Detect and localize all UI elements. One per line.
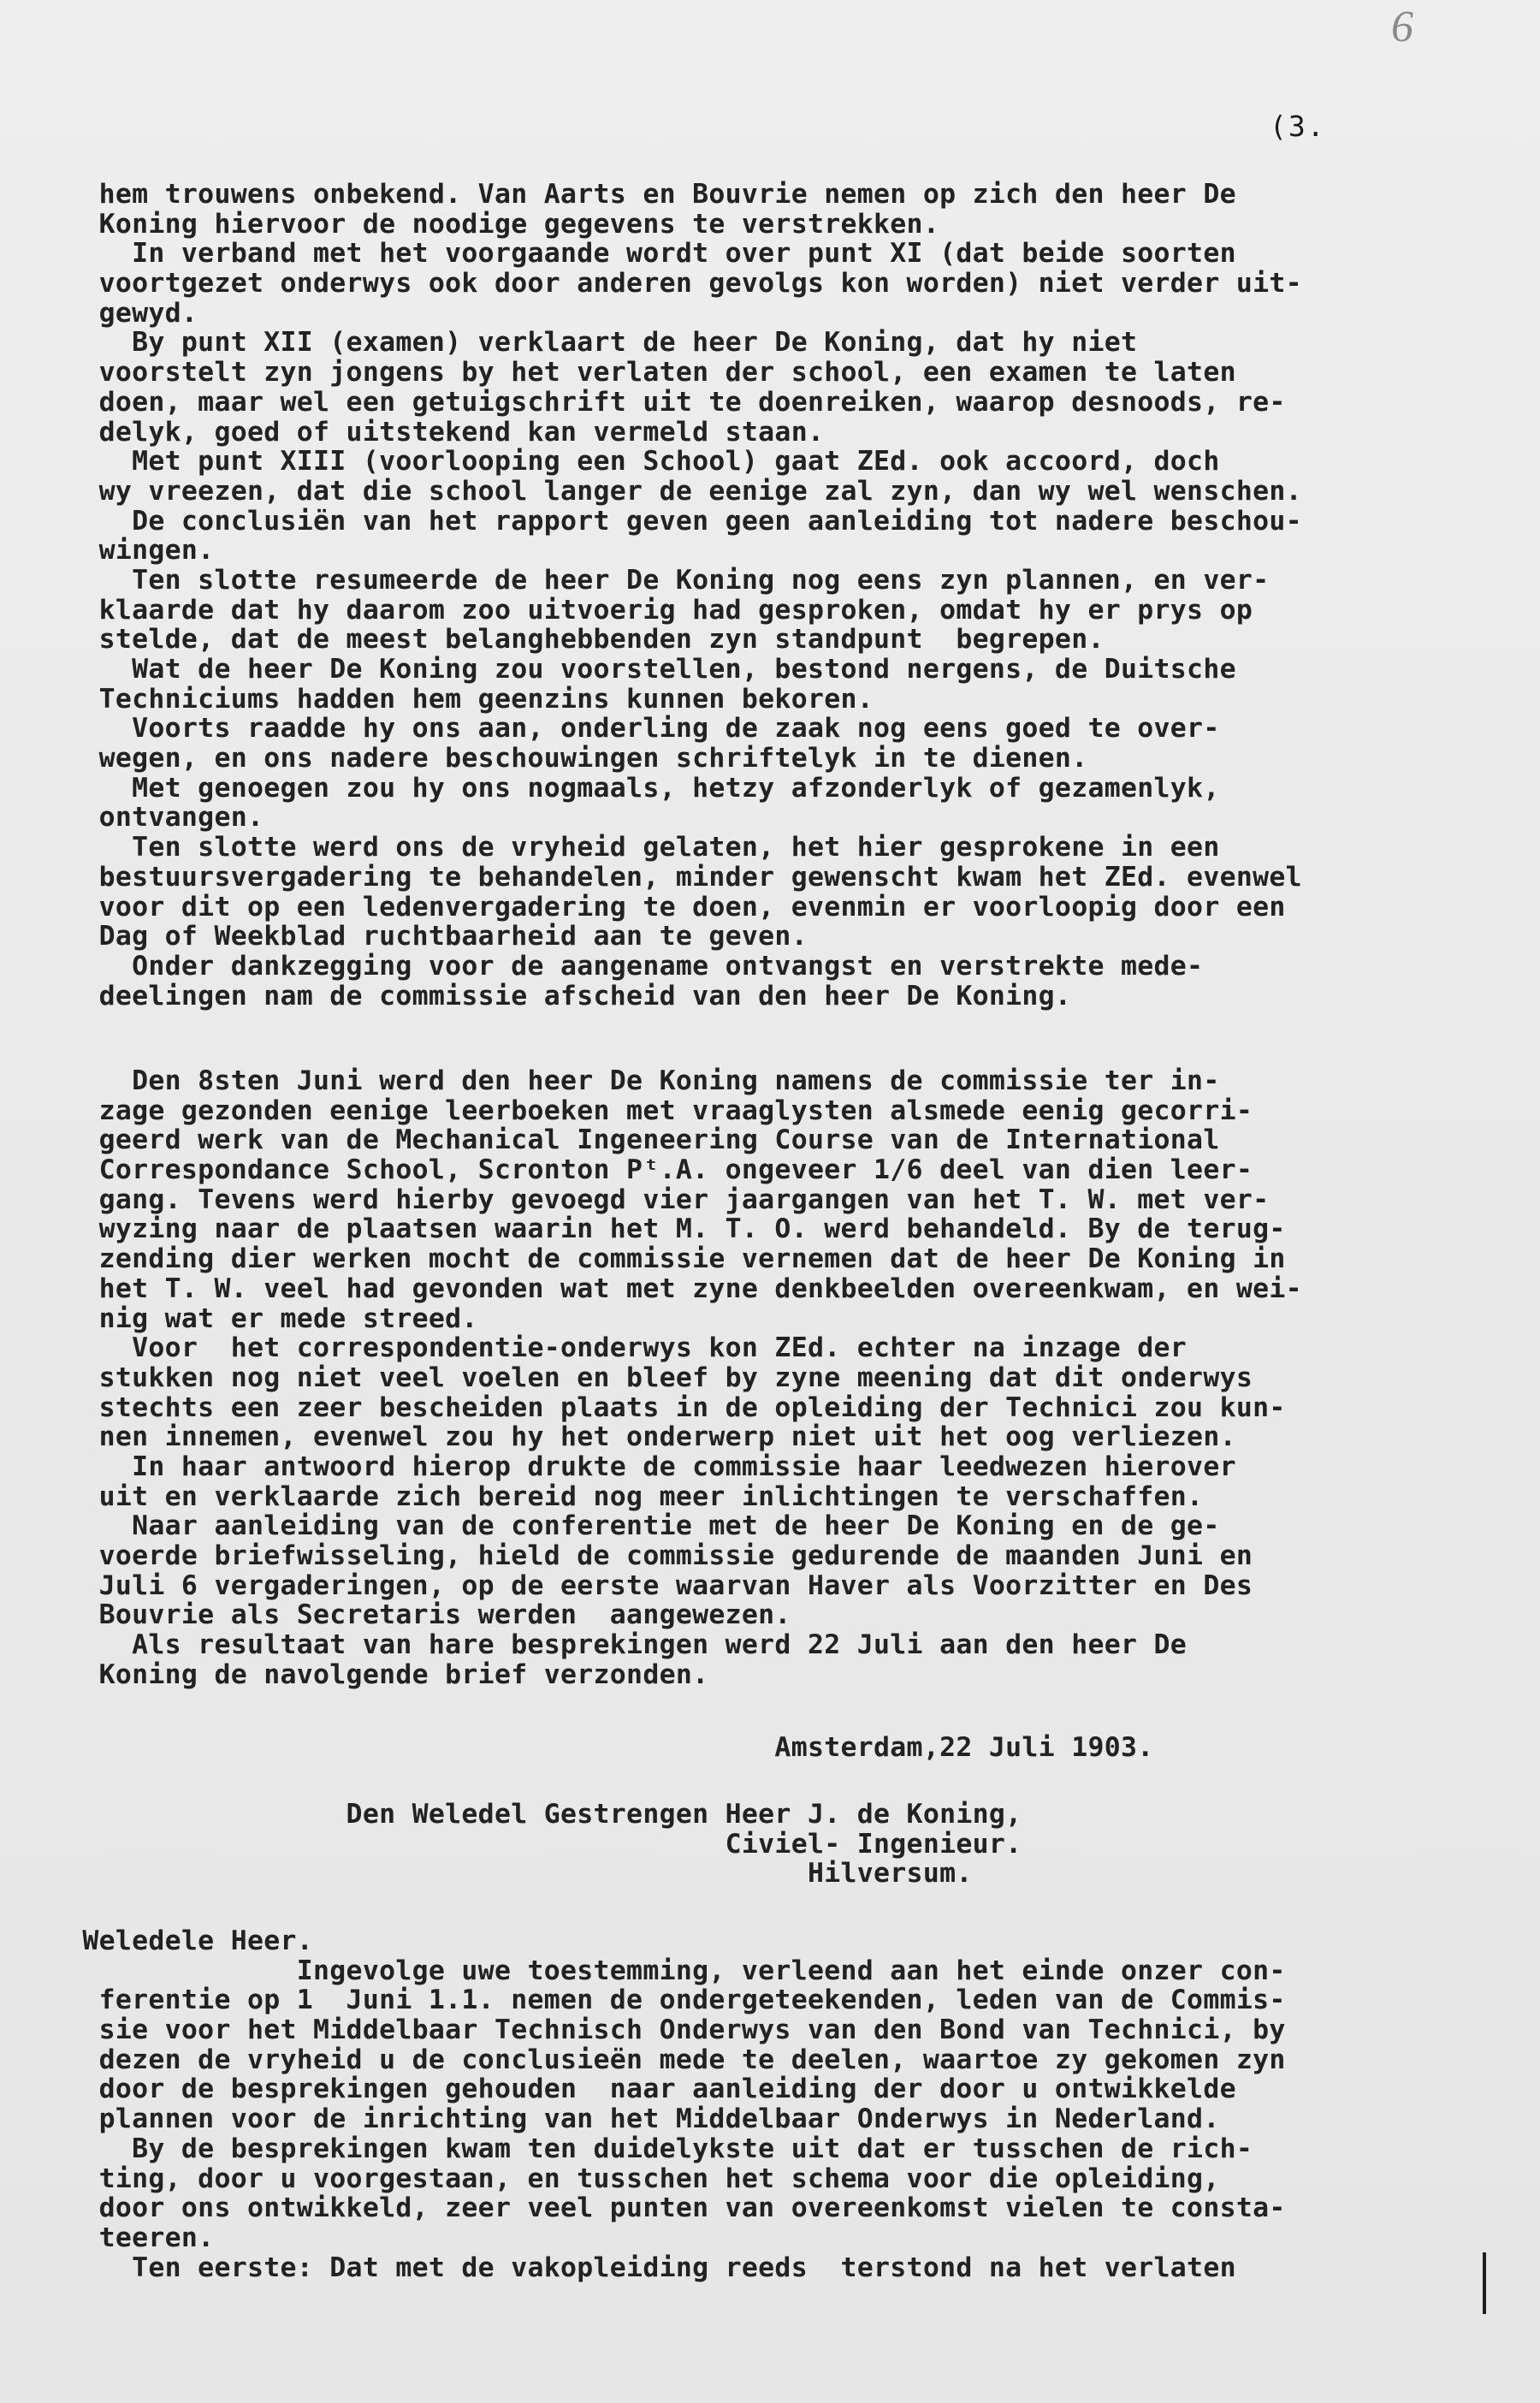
typed-line: ferentie op 1 Juni 1.1. nemen de ondergeteekenden, leden van de Commis-	[0, 1985, 1286, 2016]
typed-line: wyzing naar de plaatsen waarin het M. T. O. werd behandeld. By de terug-	[0, 1213, 1286, 1245]
typed-line: wegen, en ons nadere beschouwingen schriftelyk in te dienen.	[0, 743, 1088, 774]
typed-line: nen innemen, evenwel zou hy het onderwerp niet uit het oog verliezen.	[0, 1421, 1236, 1453]
typed-line: stukken nog niet veel voelen en bleef by zyne meening dat dit onderwys	[0, 1362, 1253, 1393]
typed-line: Dag of Weekblad ruchtbaarheid aan te geven.	[0, 921, 808, 952]
typed-line: dezen de vryheid u de conclusieën mede te deelen, waartoe zy gekomen zyn	[0, 2044, 1286, 2075]
typed-line: Den 8sten Juni werd den heer De Koning namens de commissie ter in-	[0, 1065, 1220, 1096]
typed-line: Als resultaat van hare besprekingen werd 22 Juli aan den heer De	[0, 1629, 1188, 1661]
typed-line: klaarde dat hy daarom zoo uitvoerig had gesproken, omdat hy er prys op	[0, 594, 1253, 626]
typed-line: wingen.	[0, 535, 215, 567]
typed-line: Voorts raadde hy ons aan, onderling de zaak nog eens goed te over-	[0, 713, 1220, 745]
typed-line: voorstelt zyn jongens by het verlaten der school, een examen te laten	[0, 357, 1236, 389]
typed-line: Ten eerste: Dat met de vakopleiding reeds terstond na het verlaten	[0, 2252, 1236, 2283]
typed-line: Ingevolge uwe toestemming, verleend aan het einde onzer con-	[0, 1955, 1286, 1986]
typed-line: Naar aanleiding van de conferentie met de heer De Koning en de ge-	[0, 1510, 1220, 1542]
typed-line: deelingen nam de commissie afscheid van den heer De Koning.	[0, 980, 1072, 1012]
typed-line: Wat de heer De Koning zou voorstellen, bestond nergens, de Duitsche	[0, 654, 1236, 685]
typed-line: Correspondance School, Scronton Pᵗ.A. ongeveer 1/6 deel van dien leer-	[0, 1154, 1253, 1186]
typed-line: hem trouwens onbekend. Van Aarts en Bouvrie nemen op zich den heer De	[0, 179, 1236, 210]
typed-line: Weledele Heer.	[0, 1925, 314, 1956]
typed-line: Ten slotte werd ons de vryheid gelaten, het hier gesprokene in een	[0, 832, 1220, 863]
paragraph-block-correspondence	[0, 1066, 1540, 1689]
typed-line: Juli 6 vergaderingen, op de eerste waarvan Haver als Voorzitter en Des	[0, 1569, 1253, 1601]
typed-line: By punt XII (examen) verklaart de heer De Koning, dat hy niet	[0, 327, 1138, 359]
letter-date	[0, 1733, 1540, 1763]
typed-line: teeren.	[0, 2222, 215, 2253]
typed-line: uit en verklaarde zich bereid nog meer inlichtingen te verschaffen.	[0, 1480, 1204, 1512]
page-number: (3.	[1270, 110, 1326, 143]
typed-line: sie voor het Middelbaar Technisch Onderwys van den Bond van Technici, by	[0, 2014, 1286, 2046]
typed-line: stelde, dat de meest belanghebbenden zyn standpunt begrepen.	[0, 624, 1105, 656]
typed-line: ting, door u voorgestaan, en tusschen het schema voor die opleiding,	[0, 2163, 1220, 2194]
typed-line: De conclusiën van het rapport geven geen aanleiding tot nadere beschou-	[0, 505, 1302, 537]
typed-line: wy vreezen, dat die school langer de eenige zal zyn, dan wy wel wenschen.	[0, 475, 1302, 507]
typed-line: Den Weledel Gestrengen Heer J. de Koning,	[0, 1799, 1022, 1830]
typed-line: Onder dankzegging voor de aangename ontvangst en verstrekte mede-	[0, 950, 1204, 982]
typed-line: Bouvrie als Secretaris werden aangewezen.	[0, 1599, 791, 1631]
typed-line: zage gezonden eenige leerboeken met vraaglysten alsmede eenig gecorri-	[0, 1095, 1253, 1126]
typed-line: plannen voor de inrichting van het Middelbaar Onderwys in Nederland.	[0, 2103, 1220, 2135]
typed-line: door de besprekingen gehouden naar aanleiding der door u ontwikkelde	[0, 2074, 1236, 2105]
typed-line: Ten slotte resumeerde de heer De Koning nog eens zyn plannen, en ver-	[0, 564, 1270, 596]
typed-line: gang. Tevens werd hierby gevoegd vier jaargangen van het T. W. met ver-	[0, 1184, 1270, 1215]
letter-addressee	[0, 1800, 1540, 1889]
typed-line: Voor het correspondentie-onderwys kon ZEd. echter na inzage der	[0, 1332, 1188, 1364]
paragraph-block-conference-notes	[0, 180, 1540, 1011]
typed-line: stechts een zeer bescheiden plaats in de opleiding der Technici zou kun-	[0, 1391, 1286, 1423]
typed-line: nig wat er mede streed.	[0, 1302, 478, 1334]
typed-line: By de besprekingen kwam ten duidelykste uit dat er tusschen de rich-	[0, 2133, 1253, 2164]
typed-line: het T. W. veel had gevonden wat met zyne denkbeelden overeenkwam, en wei-	[0, 1273, 1302, 1304]
typed-line: Amsterdam,22 Juli 1903.	[0, 1732, 1154, 1763]
typed-line: In haar antwoord hierop drukte de commissie haar leedwezen hierover	[0, 1451, 1236, 1482]
typed-line: Techniciums hadden hem geenzins kunnen bekoren.	[0, 683, 874, 715]
letter-body	[0, 1926, 1540, 2282]
typed-line: bestuursvergadering te behandelen, minder gewenscht kwam het ZEd. evenwel	[0, 861, 1302, 893]
typed-line: Hilversum.	[0, 1858, 973, 1890]
typed-line: voortgezet onderwys ook door anderen gevolgs kon worden) niet verder uit-	[0, 268, 1302, 300]
typed-line: Met punt XIII (voorlooping een School) gaat ZEd. ook accoord, doch	[0, 446, 1220, 478]
corner-page-mark: 6	[1391, 3, 1413, 51]
typed-line: voerde briefwisseling, hield de commissie gedurende de maanden Juni en	[0, 1540, 1253, 1571]
typed-line: ontvangen.	[0, 802, 264, 834]
typed-line: gewyd.	[0, 297, 198, 329]
typed-line: zending dier werken mocht de commissie vernemen dat de heer De Koning in	[0, 1243, 1286, 1275]
margin-mark	[1483, 2252, 1486, 2314]
typed-line: delyk, goed of uitstekend kan vermeld staan.	[0, 416, 825, 448]
typed-line: Koning hiervoor de noodige gegevens te verstrekken.	[0, 208, 940, 240]
typed-line: geerd werk van de Mechanical Ingeneering Course van de International	[0, 1124, 1220, 1156]
typed-line: Met genoegen zou hy ons nogmaals, hetzy afzonderlyk of gezamenlyk,	[0, 772, 1220, 804]
typed-line: voor dit op een ledenvergadering te doen, evenmin er voorloopig door een	[0, 891, 1286, 923]
typed-line: In verband met het voorgaande wordt over punt XI (dat beide soorten	[0, 238, 1236, 270]
typed-line: Civiel- Ingenieur.	[0, 1828, 1022, 1860]
typed-line: Koning de navolgende brief verzonden.	[0, 1658, 709, 1690]
typed-line: doen, maar wel een getuigschrift uit te doenreiken, waarop desnoods, re-	[0, 386, 1286, 418]
typed-line: door ons ontwikkeld, zeer veel punten van overeenkomst vielen te consta-	[0, 2192, 1286, 2224]
